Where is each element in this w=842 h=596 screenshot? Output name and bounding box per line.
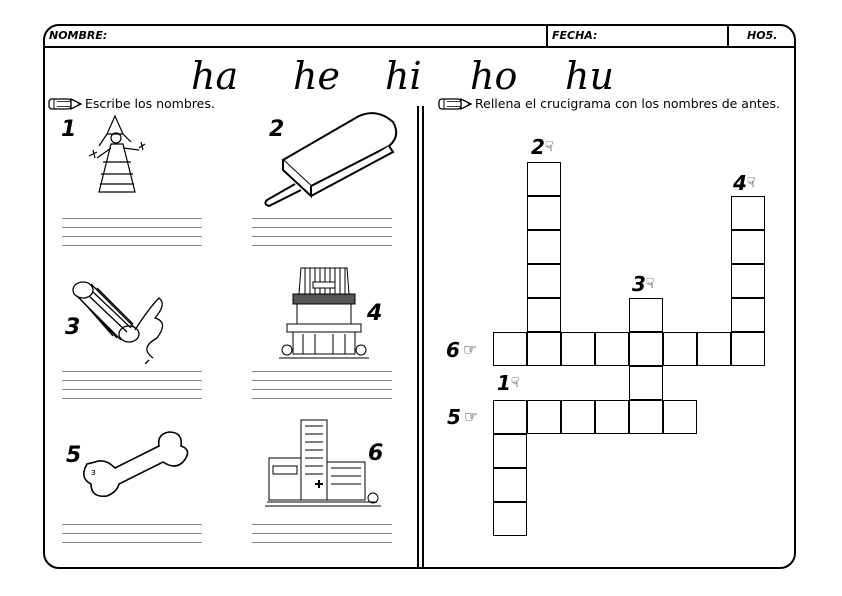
- syllable-hu: hu: [565, 54, 614, 98]
- crossword-cell[interactable]: [595, 332, 629, 366]
- thread-spool-icon: [69, 278, 175, 364]
- crossword-cell[interactable]: [527, 332, 561, 366]
- crossword-cell[interactable]: [629, 366, 663, 400]
- crossword-cell[interactable]: [629, 400, 663, 434]
- writing-lines[interactable]: [62, 218, 202, 254]
- crossword-cell[interactable]: [731, 196, 765, 230]
- header-bar: [45, 26, 794, 48]
- bone-icon: [81, 428, 193, 504]
- crossword-cell[interactable]: [493, 468, 527, 502]
- left-instruction-text: Escribe los nombres.: [85, 96, 215, 111]
- pointing-hand-down-icon: ☟: [746, 175, 756, 191]
- picture-number: 4: [367, 301, 383, 326]
- crossword-cell[interactable]: [527, 298, 561, 332]
- pointing-hand-right-icon: ☞: [463, 407, 479, 426]
- crossword-cell[interactable]: [527, 264, 561, 298]
- picture-number: 2: [269, 117, 285, 142]
- pencil-icon: [438, 97, 472, 111]
- crossword-cell[interactable]: [731, 298, 765, 332]
- crossword-cell[interactable]: [493, 434, 527, 468]
- syllable-he: he: [293, 54, 340, 98]
- clue-4: 4 ☟: [733, 171, 756, 195]
- crossword-cell[interactable]: [493, 502, 527, 536]
- crossword-cell[interactable]: [697, 332, 731, 366]
- pointing-hand-right-icon: ☞: [462, 340, 478, 359]
- crossword-cell[interactable]: [629, 332, 663, 366]
- picture-number: 1: [61, 117, 77, 142]
- crossword-cell[interactable]: [493, 400, 527, 434]
- crossword-cell[interactable]: [561, 332, 595, 366]
- pencil-icon: [48, 97, 82, 111]
- writing-lines[interactable]: [252, 218, 392, 254]
- clue-6: 6 ☞: [446, 338, 478, 362]
- picture-number: 3: [65, 315, 81, 340]
- crossword-cell[interactable]: [629, 298, 663, 332]
- syllable-ho: ho: [470, 54, 518, 98]
- crossword-cell[interactable]: [527, 400, 561, 434]
- fairy-icon: [85, 112, 155, 198]
- crossword-cell[interactable]: [731, 230, 765, 264]
- crossword-cell[interactable]: [561, 400, 595, 434]
- worksheet: [43, 24, 796, 569]
- svg-text:з: з: [91, 468, 96, 478]
- crossword-cell[interactable]: [527, 230, 561, 264]
- column-divider: [417, 106, 419, 569]
- date-label: FECHA:: [552, 29, 598, 42]
- writing-lines[interactable]: [252, 371, 392, 407]
- crossword-cell[interactable]: [731, 332, 765, 366]
- clue-1: 1 ☟: [497, 371, 520, 395]
- writing-lines[interactable]: [62, 524, 202, 551]
- syllable-ha: ha: [191, 54, 239, 98]
- crossword-cell[interactable]: [595, 400, 629, 434]
- crossword-cell[interactable]: [527, 162, 561, 196]
- header-divider: [546, 26, 548, 46]
- crossword-cell[interactable]: [663, 332, 697, 366]
- right-instruction: [438, 96, 780, 112]
- crossword-cell[interactable]: [493, 332, 527, 366]
- crossword-cell[interactable]: [527, 196, 561, 230]
- syllable-hi: hi: [385, 54, 422, 98]
- pointing-hand-down-icon: ☟: [544, 139, 554, 155]
- hospital-icon: [265, 414, 385, 514]
- crossword-cell[interactable]: [663, 400, 697, 434]
- crossword-cell[interactable]: [731, 264, 765, 298]
- picture-number: 5: [66, 443, 82, 468]
- left-instruction: [48, 96, 215, 112]
- clue-3: 3 ☟: [632, 272, 655, 296]
- name-label: NOMBRE:: [49, 29, 108, 42]
- right-instruction-text: Rellena el crucigrama con los nombres de antes.: [475, 96, 780, 111]
- column-divider: [422, 106, 424, 569]
- hotel-icon: [279, 264, 369, 364]
- ice-cream-icon: [259, 110, 409, 210]
- header-divider: [727, 26, 729, 46]
- pointing-hand-down-icon: ☟: [510, 375, 520, 391]
- writing-lines[interactable]: [252, 524, 392, 551]
- sheet-code: HO5.: [747, 29, 778, 42]
- clue-5: 5 ☞: [447, 405, 479, 429]
- picture-number: 6: [368, 441, 384, 466]
- clue-2: 2 ☟: [531, 135, 554, 159]
- pointing-hand-down-icon: ☟: [645, 276, 655, 292]
- writing-lines[interactable]: [62, 371, 202, 407]
